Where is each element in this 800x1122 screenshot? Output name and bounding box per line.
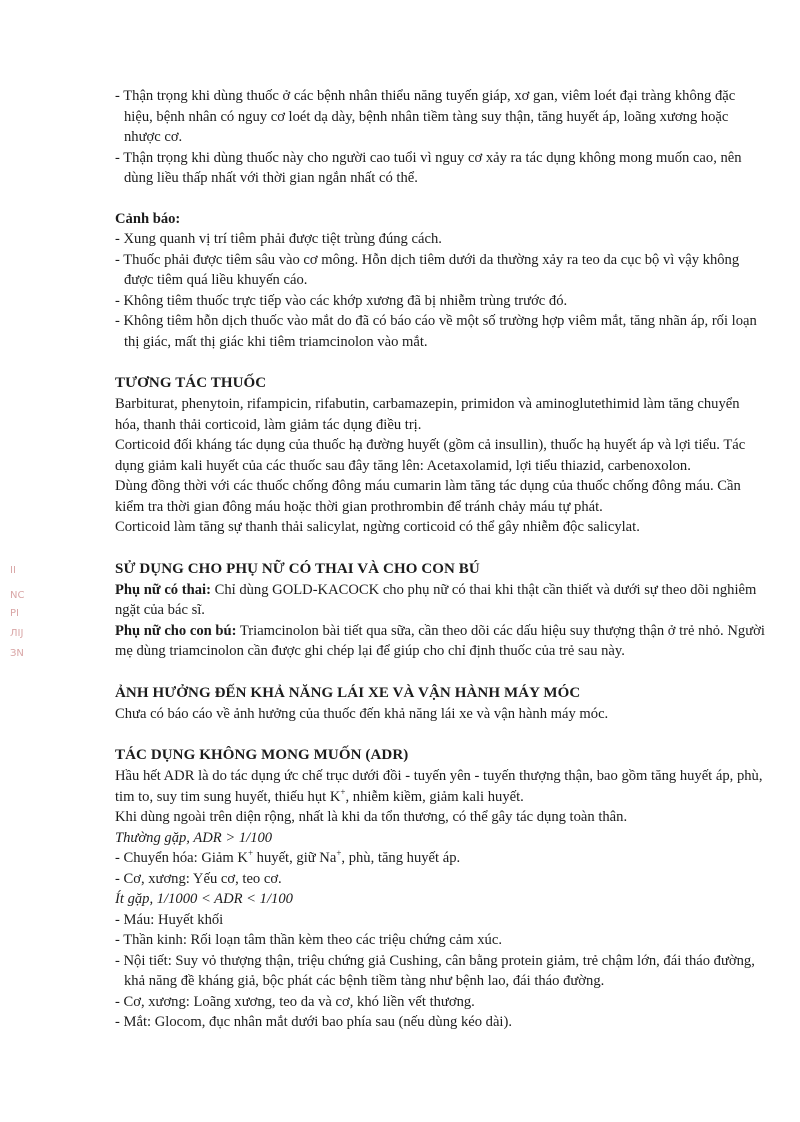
adr-item-text: - Chuyển hóa: Giảm K [115,850,248,866]
section-heading: TÁC DỤNG KHÔNG MONG MUỐN (ADR) [115,747,409,763]
frequency-label: Ít gặp, 1/1000 < ADR < 1/100 [115,891,293,907]
warning-section [115,209,765,353]
interaction-paragraph: Dùng đồng thời với các thuốc chống đông máu cumarin làm tăng tác dụng của thuốc chống đông máu. Cần kiểm tra thời gian đông máu hoặc thời gian prothrombin để tránh chảy máu tự phát. [115,478,741,515]
margin-stamp-mark: ЗN [10,648,24,659]
driving-section [115,682,765,725]
pregnancy-section [115,558,765,662]
precaution-item: - Thận trọng khi dùng thuốc này cho người cao tuổi vì nguy cơ xảy ra tác dụng không mong muốn cao, nên dùng liều thấp nhất với thời gian ngắn nhất có thể. [115,149,742,186]
adr-topical: Khi dùng ngoài trên diện rộng, nhất là khi da tổn thương, có thể gây tác dụng toàn thân. [115,809,628,825]
section-heading: ẢNH HƯỞNG ĐẾN KHẢ NĂNG LÁI XE VÀ VẬN HÀNH MÁY MÓC [115,684,581,701]
precaution-item: - Thận trọng khi dùng thuốc ở các bệnh nhân thiểu năng tuyến giáp, xơ gan, viêm loét đại tràng không đặc hiệu, bệnh nhân có nguy cơ loét dạ dày, bệnh nhân tiềm tàng suy thận, tăng huyết áp, loãng xương hoặc nhược cơ. [115,88,736,145]
adr-intro-text: , nhiễm kiềm, giảm kali huyết. [345,788,524,805]
interaction-paragraph: Corticoid làm tăng sự thanh thải salicylat, ngừng corticoid có thể gây nhiễm độc salicylat. [115,519,640,535]
pregnant-label: Phụ nữ có thai: [115,581,211,598]
frequency-label: Thường gặp, ADR > 1/100 [115,829,273,846]
adr-item: - Thần kinh: Rối loạn tâm thần kèm theo các triệu chứng cảm xúc. [115,932,502,948]
adr-item: - Cơ, xương: Loãng xương, teo da và cơ, khó liền vết thương. [115,993,475,1010]
adr-item: - Cơ, xương: Yếu cơ, teo cơ. [115,870,282,887]
pregnant-paragraph [115,580,765,621]
warning-item: - Không tiêm thuốc trực tiếp vào các khớp xương đã bị nhiễm trùng trước đó. [115,292,568,309]
warning-item: - Thuốc phải được tiêm sâu vào cơ mông. Hỗn dịch tiêm dưới da thường xảy ra teo da cục bộ vì vậy không được tiêm quá liều khuyến cáo. [115,251,740,288]
pregnant-text: Chỉ dùng GOLD-KACOCK cho phụ nữ có thai khi thật cần thiết và dưới sự theo dõi nghiêm ngặt của bác sĩ. [115,581,757,618]
margin-stamp-mark: PI [10,608,19,619]
adr-item: - Máu: Huyết khối [115,911,224,928]
adr-item-text: huyết, giữ Na [253,850,337,866]
adr-section [115,744,765,1033]
adr-item: - Mắt: Glocom, đục nhân mắt dưới bao phía sau (nếu dùng kéo dài). [115,1014,512,1030]
superscript: + [336,848,342,859]
adr-intro [115,766,765,807]
margin-stamp-mark: NC [10,590,25,601]
adr-item: - Nội tiết: Suy vỏ thượng thận, triệu chứng giả Cushing, cân bằng protein giảm, trẻ chậm lớn, đái tháo đường, khả năng đề kháng giả, bộc phát các bệnh tiềm tàng như bệnh lao, đái tháo đường. [115,952,755,989]
driving-text: Chưa có báo cáo về ảnh hưởng của thuốc đến khả năng lái xe và vận hành máy móc. [115,705,609,722]
warning-item: - Không tiêm hỗn dịch thuốc vào mắt do đã có báo cáo về một số trường hợp viêm mắt, tăng nhãn áp, rối loạn thị giác, mất thị giác khi tiêm triamcinolon vào mắt. [115,313,757,350]
adr-item [115,848,765,869]
nursing-paragraph [115,621,765,662]
document-page [115,86,765,1033]
nursing-text: Triamcinolon bài tiết qua sữa, cần theo dõi các dấu hiệu suy thượng thận ở trẻ nhỏ. Người mẹ dùng triamcinolon cần được ghi chép lại để giúp cho chỉ định thuốc của trẻ sau này. [115,622,765,659]
precautions-section [115,86,765,189]
adr-intro-text: Hầu hết ADR là do tác dụng ức chế trục dưới đồi - tuyến yên - tuyến thượng thận, bao gồm tăng huyết áp, phù, tim to, suy tim sung huyết, thiếu hụt K [115,768,763,805]
warning-item: - Xung quanh vị trí tiêm phải được tiệt trùng đúng cách. [115,231,442,247]
section-heading: TƯƠNG TÁC THUỐC [115,375,267,391]
margin-stamp-mark: ⅠⅠ [10,565,16,576]
interactions-section [115,372,765,538]
margin-stamp-mark: ЛIJ [10,628,24,639]
superscript: + [340,786,346,797]
warning-title: Cảnh báo: [115,210,181,227]
superscript: + [247,848,254,859]
section-heading: SỬ DỤNG CHO PHỤ NỮ CÓ THAI VÀ CHO CON BÚ [115,560,480,577]
interaction-paragraph: Barbiturat, phenytoin, rifampicin, rifabutin, carbamazepin, primidon và aminoglutethimid làm tăng chuyển hóa, thanh thải corticoid, làm giảm tác dụng điều trị. [115,396,740,433]
adr-item-text: , phù, tăng huyết áp. [341,850,461,866]
interaction-paragraph: Corticoid đối kháng tác dụng của thuốc hạ đường huyết (gồm cả insullin), thuốc hạ huyết áp và lợi tiểu. Tác dụng giảm kali huyết của các thuốc sau đây tăng lên: Acetaxolamid, lợi tiểu thiazid, carbenoxolon. [115,437,746,474]
nursing-label: Phụ nữ cho con bú: [115,622,237,639]
